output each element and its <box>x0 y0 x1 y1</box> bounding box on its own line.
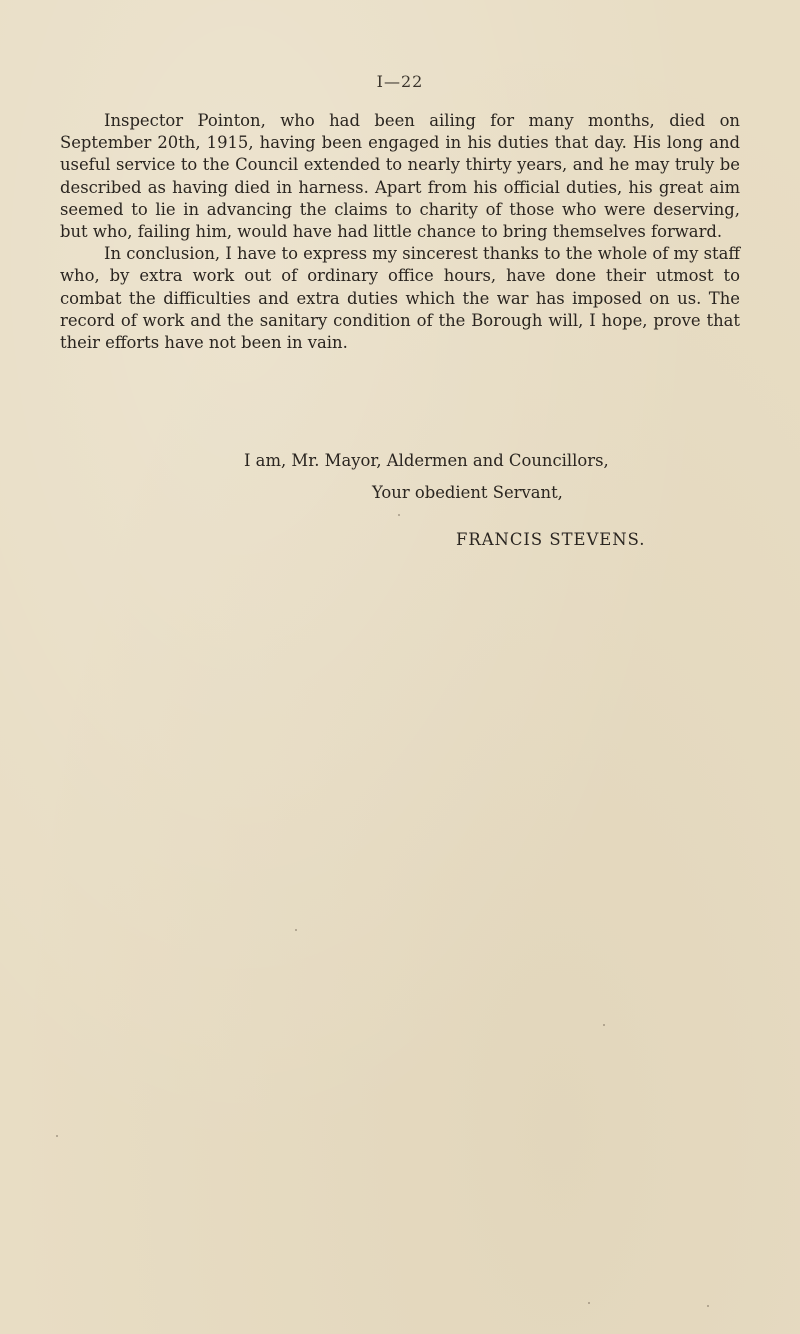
paper-speck <box>56 1135 58 1137</box>
paper-speck <box>707 1305 709 1307</box>
paper-speck <box>398 514 400 516</box>
signature: FRANCIS STEVENS. <box>456 530 646 549</box>
paper-speck <box>603 1024 605 1026</box>
closing-salutation: I am, Mr. Mayor, Aldermen and Councillors, <box>244 451 609 470</box>
paragraph-inspector-pointon: Inspector Pointon, who had been ailing for many months, died on September 20th, 1915, having been engaged in his duties that day. His long and useful service to the Council extended to nearly thirty years, and he may truly be described as having died in harness. Apart from his official duties, his great aim seemed to lie in advancing the claims to charity of those who were deserving, but who, failing him, would have had little chance to bring themselves forward. <box>60 111 740 242</box>
closing-servant: Your obedient Servant, <box>372 483 563 502</box>
page-number: I—22 <box>376 72 424 91</box>
paper-speck <box>588 1302 590 1304</box>
paragraph-conclusion: In conclusion, I have to express my sincerest thanks to the whole of my staff who, by extra work out of ordinary office hours, have done their utmost to combat the difficulties and extra duties which the war has imposed on us. The record of work and the sanitary condition of the Borough will, I hope, prove that their efforts have not been in vain. <box>60 244 740 353</box>
paper-speck <box>295 929 297 931</box>
letter-body <box>60 110 740 354</box>
